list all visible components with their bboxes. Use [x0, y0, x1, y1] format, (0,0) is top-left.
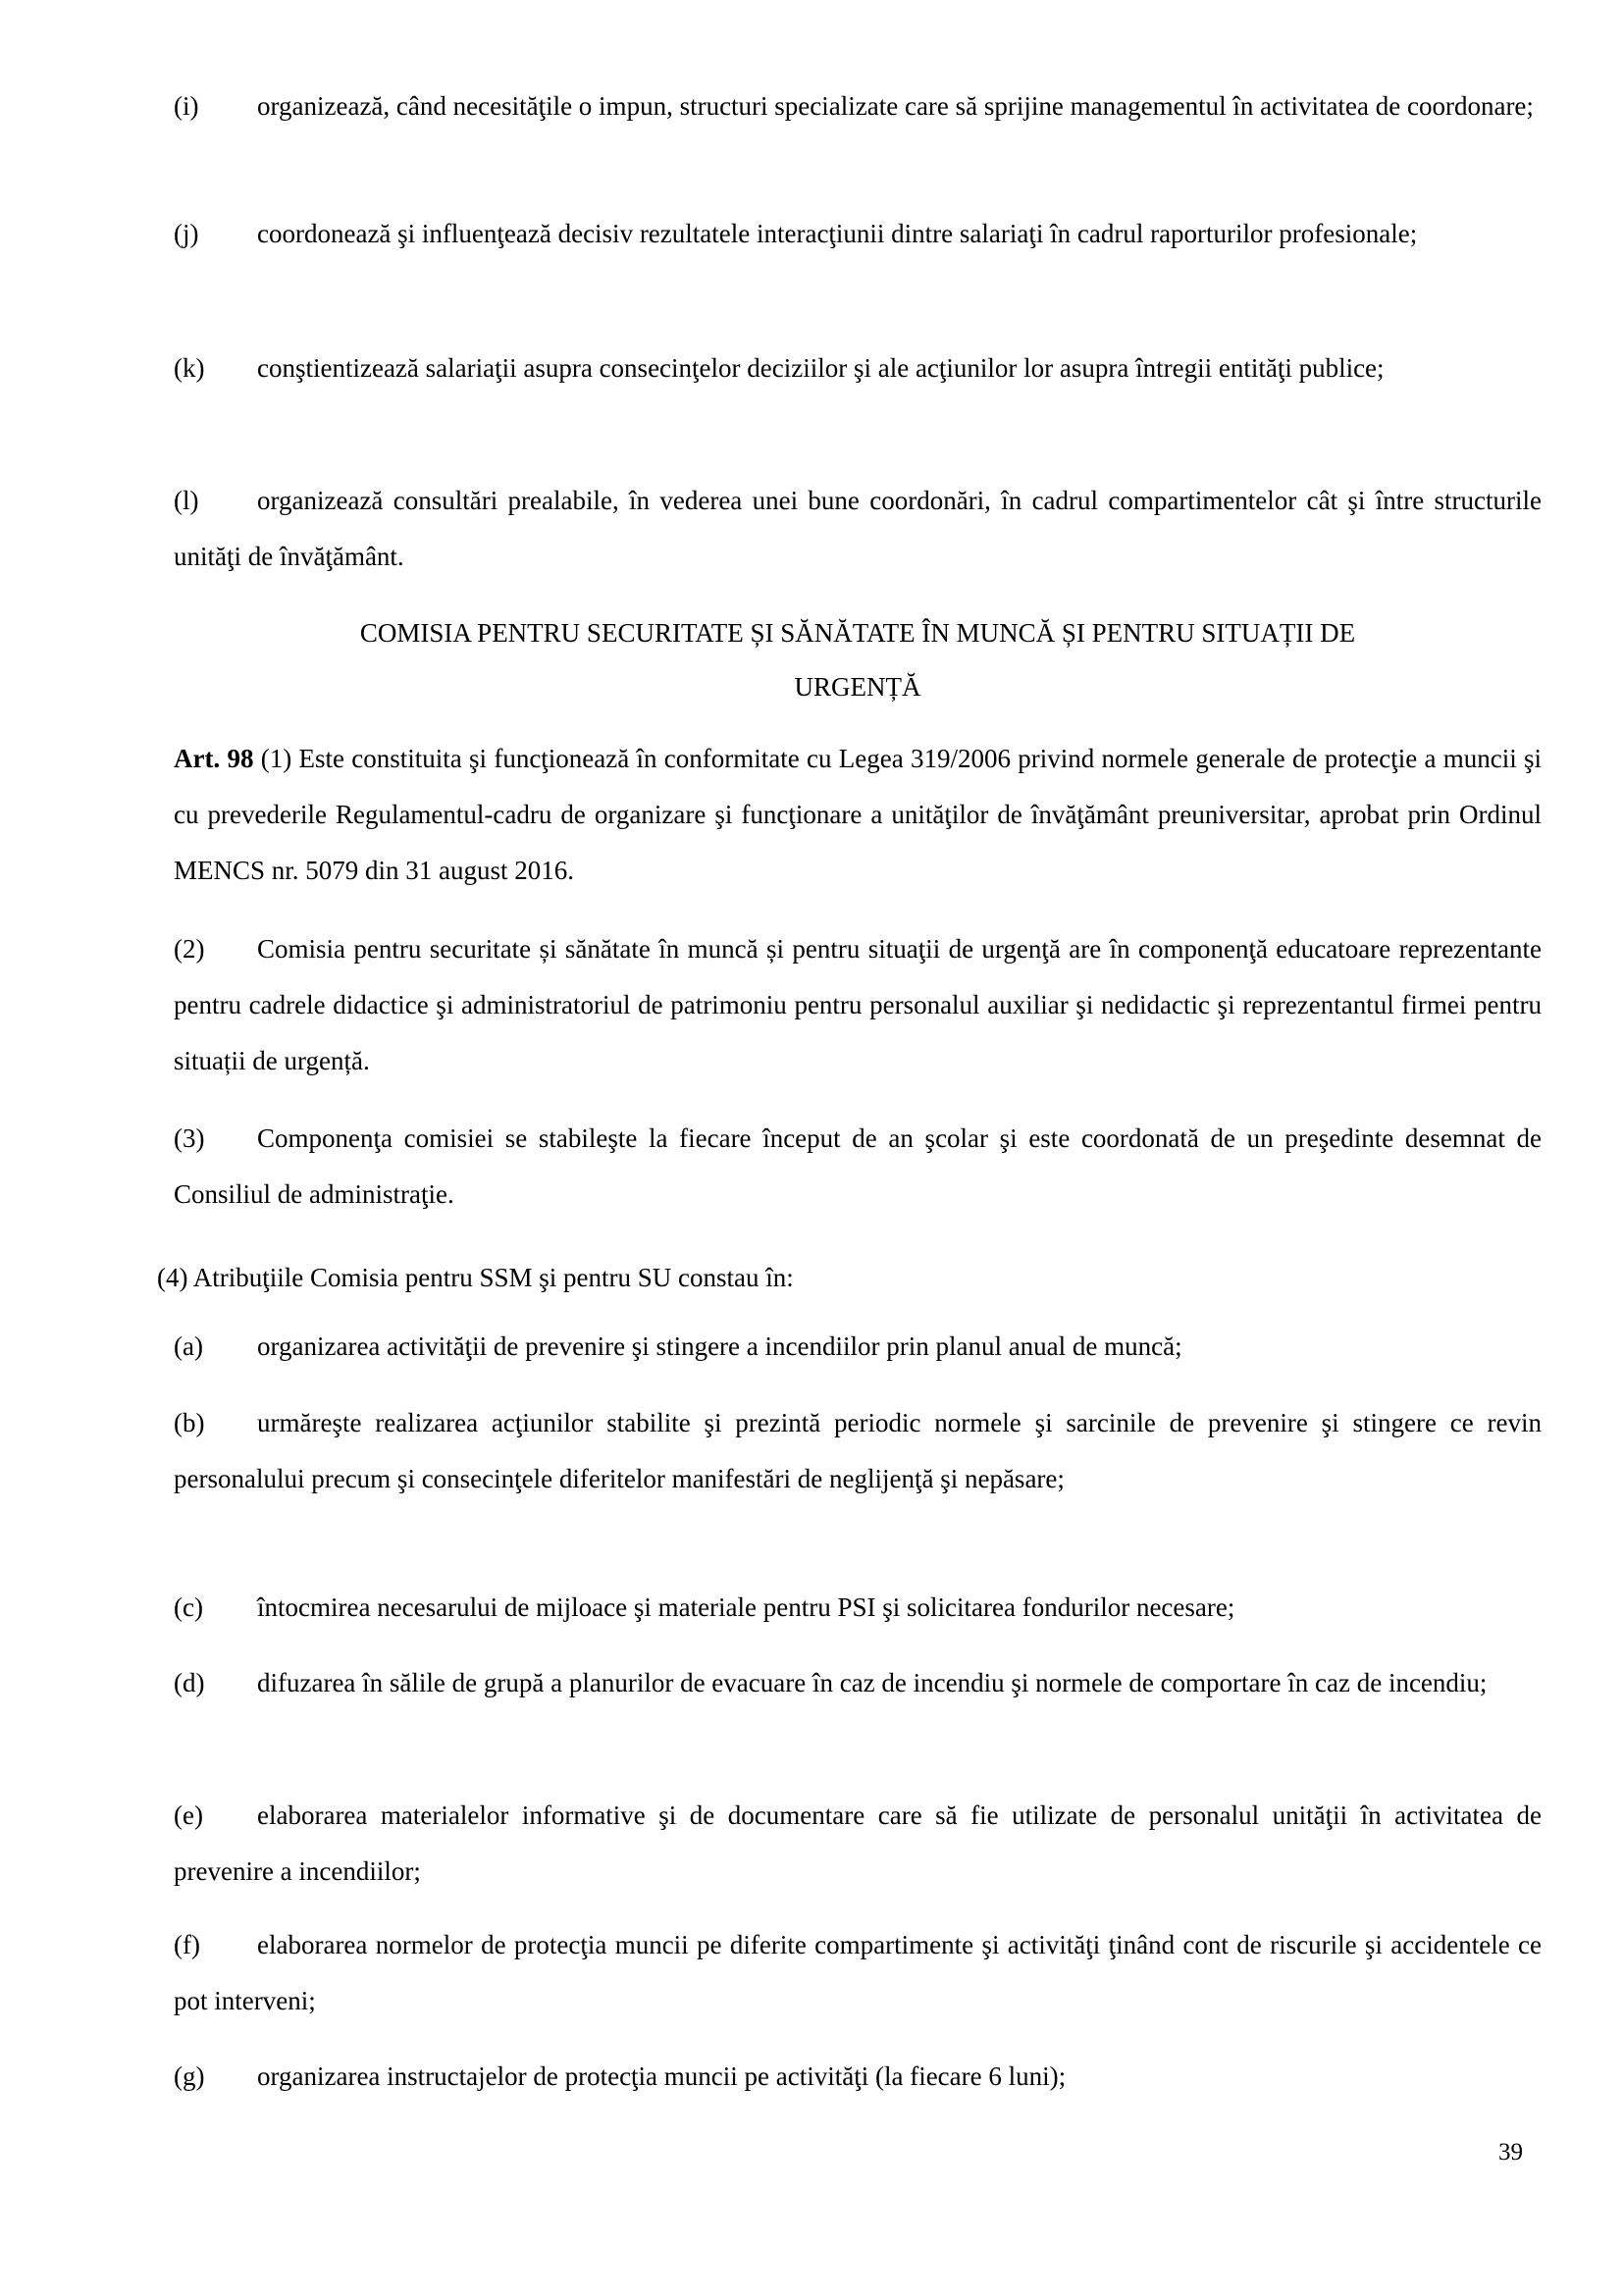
item-text: organizarea activităţii de prevenire şi stingere a incendiilor prin planul anual de muncă;: [257, 1331, 1182, 1361]
item-label: (b): [174, 1408, 205, 1437]
item-label: (e): [174, 1800, 203, 1830]
attribution-item-g: [174, 2049, 1542, 2105]
paragraph-3: [174, 1111, 1542, 1223]
item-label: (f): [174, 1930, 200, 1959]
paragraph-2: [174, 921, 1542, 1089]
item-text: urmăreşte realizarea acţiunilor stabilite şi prezintă periodic normele şi sarcinile de prevenire şi stingere ce revin personalului precum şi consecinţele diferitelor manifestări de neglijenţă şi nepăsare;: [174, 1408, 1542, 1493]
list-item-j: [174, 206, 1542, 262]
paragraph-text: Componenţa comisiei se stabileşte la fiecare început de an şcolar şi este coordonată de un preşedinte desemnat de Consiliul de administraţie.: [174, 1123, 1542, 1209]
item-label: (d): [174, 1668, 205, 1697]
attribution-item-f: [174, 1917, 1542, 2029]
attributions-intro: (4) Atribuţiile Comisia pentru SSM şi pentru SU constau în:: [157, 1263, 794, 1292]
section-heading-line2: URGENȚĂ: [794, 672, 921, 702]
article-label: Art. 98: [174, 744, 254, 773]
page-number: 39: [1498, 2139, 1523, 2165]
article-98-paragraph: [174, 731, 1542, 899]
attribution-item-d: [174, 1655, 1542, 1711]
item-text: întocmirea necesarului de mijloace şi materiale pentru PSI şi solicitarea fondurilor necesare;: [257, 1592, 1235, 1622]
item-label: (j): [174, 219, 199, 248]
list-item-l: [174, 473, 1542, 585]
section-heading-line1: COMISIA PENTRU SECURITATE ȘI SĂNĂTATE ÎN MUNCĂ ȘI PENTRU SITUAȚII DE: [359, 618, 1356, 648]
paragraph-text: Comisia pentru securitate și sănătate în muncă și pentru situaţii de urgenţă are în componenţă educatoare reprezentante pentru cadrele didactice şi administratoriul de patrimoniu pentru personalul auxiliar şi nedidactic şi reprezentantul firmei pentru situații de urgență.: [174, 934, 1542, 1075]
attribution-item-e: [174, 1788, 1542, 1900]
item-label: (a): [174, 1331, 203, 1361]
attribution-item-b: [174, 1395, 1542, 1507]
item-label: (i): [174, 91, 199, 121]
item-text: organizează consultări prealabile, în vederea unei bune coordonări, în cadrul compartimentelor cât şi între structurile unităţi de învăţământ.: [174, 486, 1542, 571]
item-text: conştientizează salariaţii asupra consecinţelor deciziilor şi ale acţiunilor lor asupra întregii entităţi publice;: [257, 353, 1385, 383]
item-label: (l): [174, 486, 199, 515]
item-text: organizarea instructajelor de protecţia muncii pe activităţi (la fiecare 6 luni);: [257, 2061, 1067, 2091]
item-label: (k): [174, 353, 205, 383]
item-text: elaborarea normelor de protecţia muncii pe diferite compartimente şi activităţi ţinând cont de riscurile şi accidentele ce pot interveni;: [174, 1930, 1542, 2015]
attribution-item-a: [174, 1319, 1542, 1375]
item-text: coordonează şi influenţează decisiv rezultatele interacţiunii dintre salariaţi în cadrul raporturilor profesionale;: [257, 219, 1418, 248]
article-text: (1) Este constituita şi funcţionează în conformitate cu Legea 319/2006 privind normele generale de protecţie a muncii şi cu prevederile Regulamentul-cadru de organizare şi funcţionare a unităţilor de învăţământ preuniversitar, aprobat prin Ordinul MENCS nr. 5079 din 31 august 2016.: [174, 744, 1542, 885]
item-text: elaborarea materialelor informative şi de documentare care să fie utilizate de personalul unităţii în activitatea de prevenire a incendiilor;: [174, 1800, 1542, 1886]
item-text: organizează, când necesităţile o impun, structuri specializate care să sprijine managementul în activitatea de coordonare;: [257, 91, 1534, 121]
item-label: (c): [174, 1592, 203, 1622]
section-heading: [174, 606, 1542, 714]
paragraph-label: (2): [174, 934, 205, 964]
item-label: (g): [174, 2061, 205, 2091]
item-text: difuzarea în sălile de grupă a planurilor de evacuare în caz de incendiu şi normele de comportare în caz de incendiu;: [257, 1668, 1488, 1697]
paragraph-label: (3): [174, 1123, 205, 1153]
attribution-item-c: [174, 1580, 1542, 1636]
list-item-k: [174, 340, 1542, 396]
list-item-i: [174, 78, 1542, 134]
